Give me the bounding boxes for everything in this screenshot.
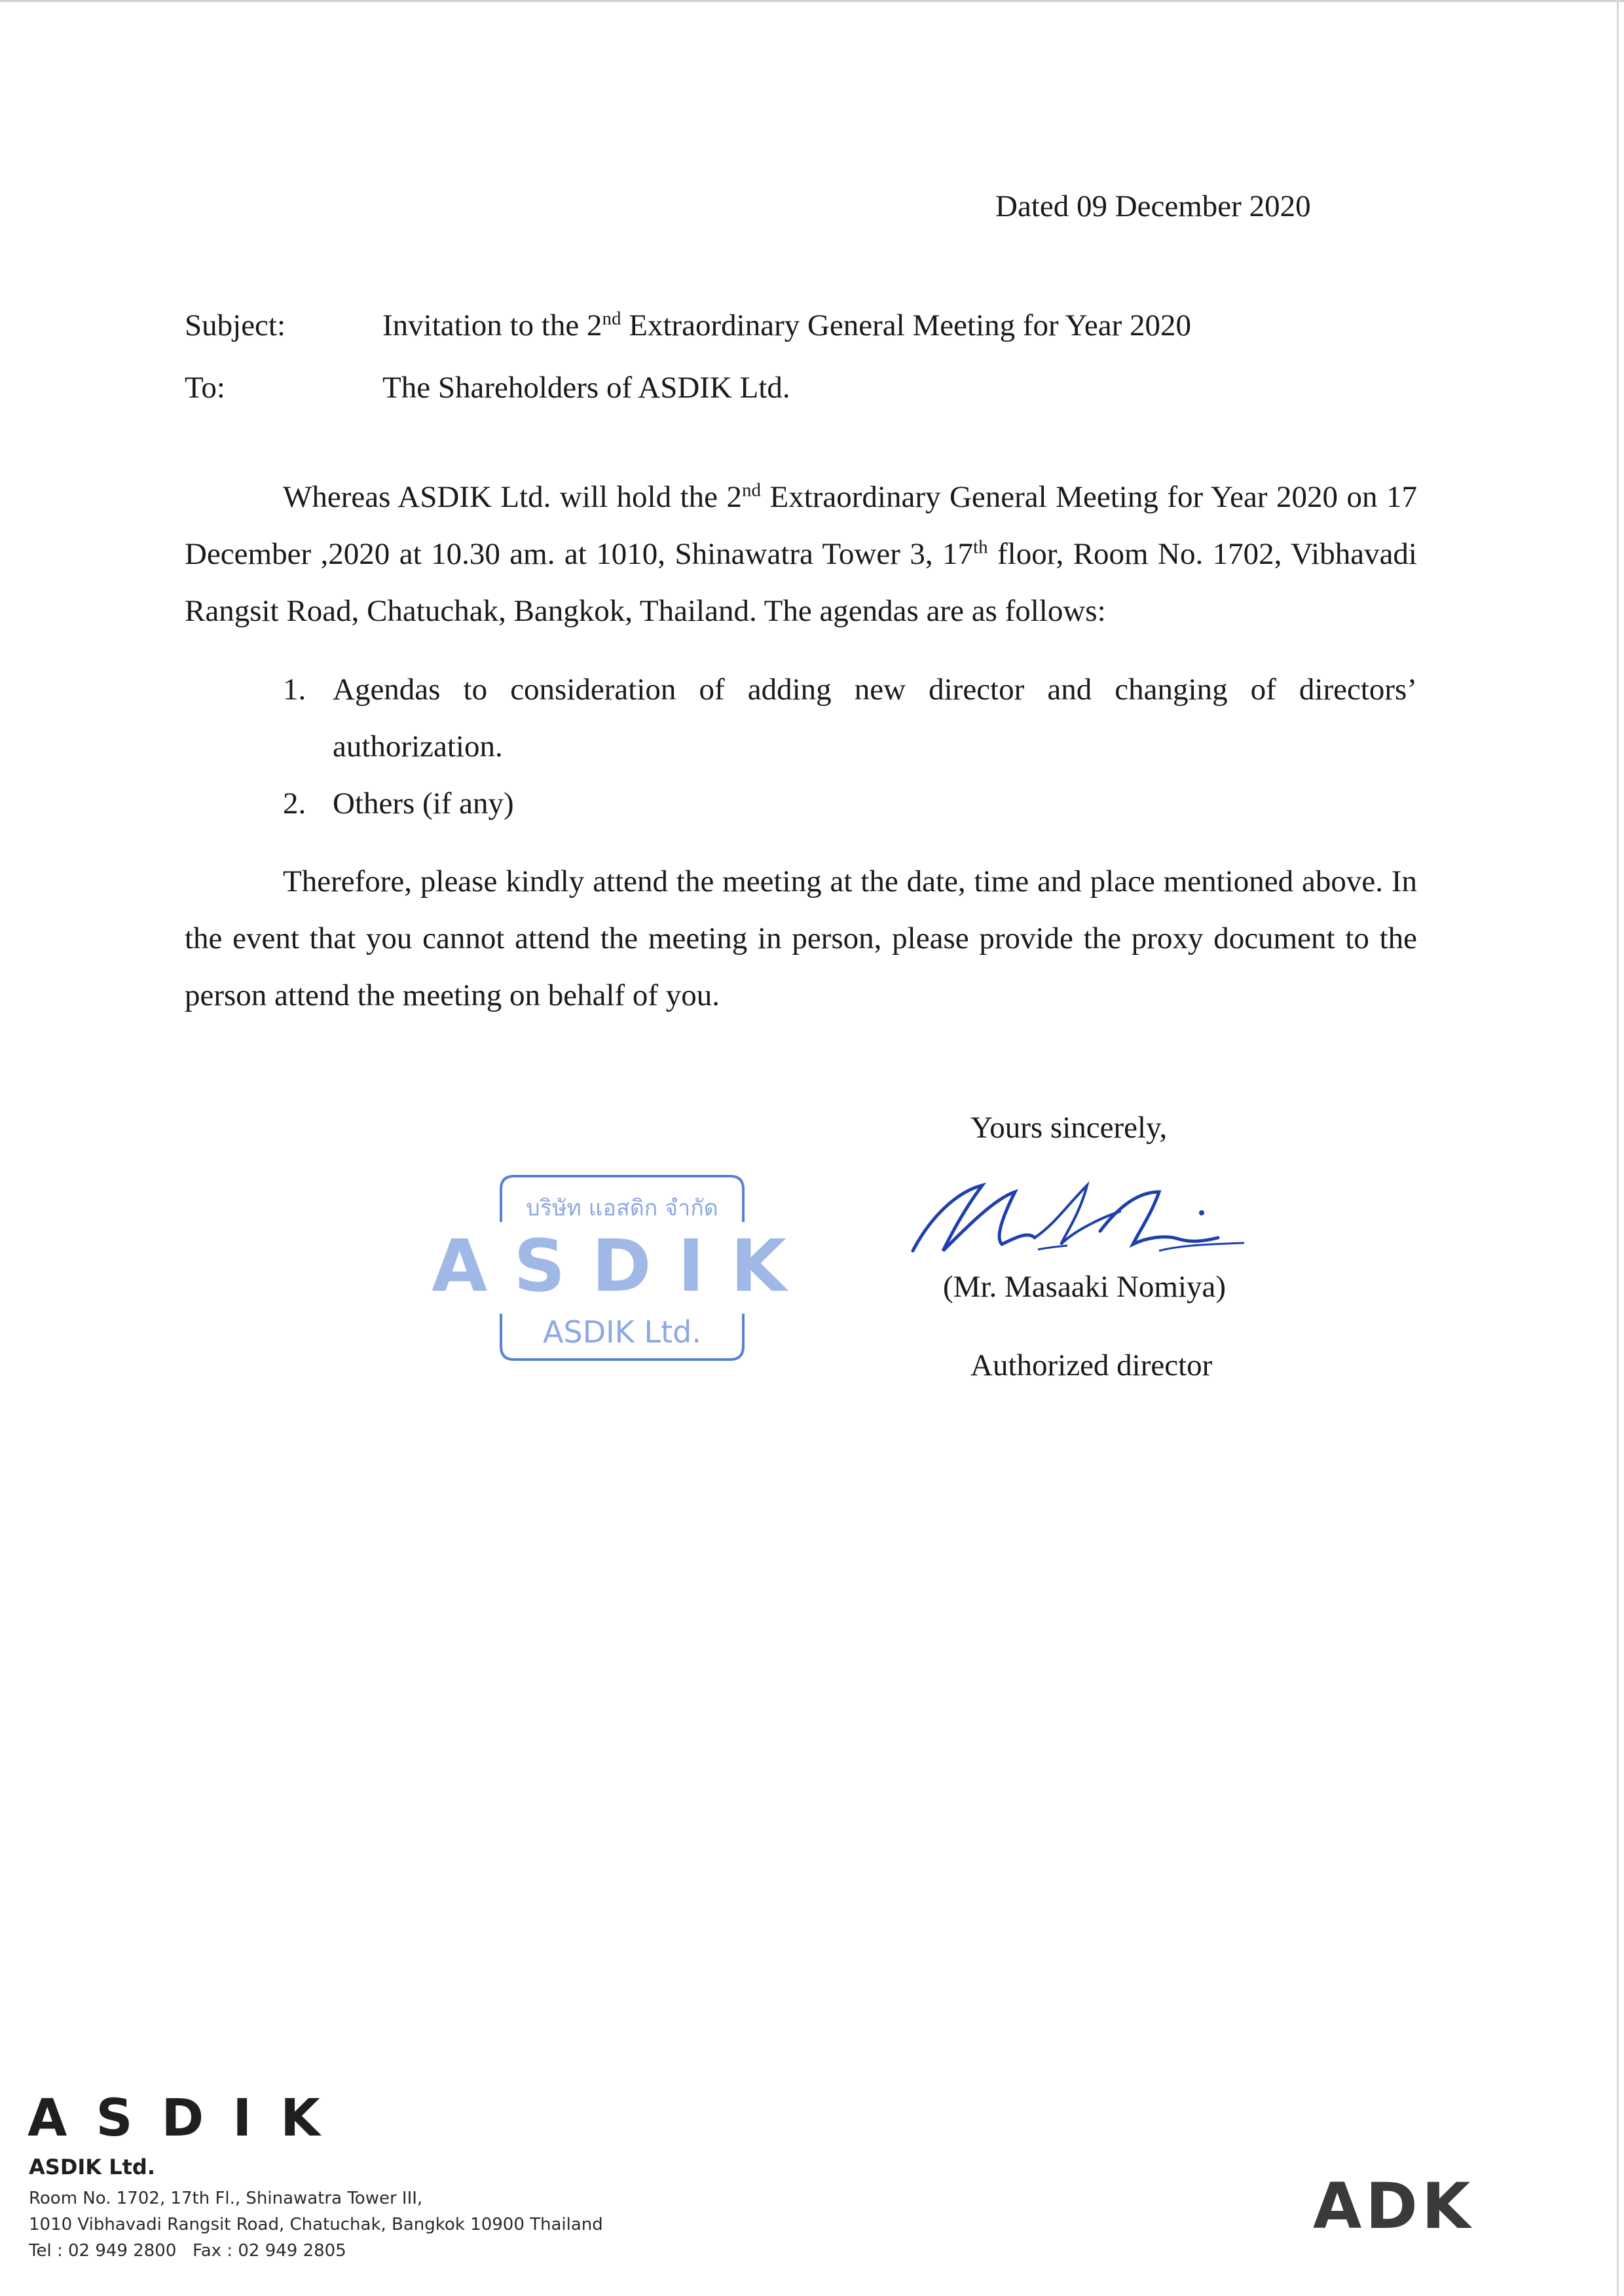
intro-text-b: Extraordinary General Meeting for Year 2020 on 17 December ,2020 at 10.30 am. at 1010, Shinawatra Tower 3, 17 <box>185 480 1417 571</box>
to-row <box>185 370 790 405</box>
handwritten-signature <box>904 1166 1257 1270</box>
scan-edge-top <box>0 0 1624 2</box>
footer-contact: Tel : 02 949 2800 Fax : 02 949 2805 <box>29 2241 346 2261</box>
closing-salutation: Yours sincerely, <box>970 1111 1168 1145</box>
paragraph-request <box>185 853 1417 1024</box>
footer-address-line-1: Room No. 1702, 17th Fl., Shinawatra Tower III, <box>29 2189 423 2208</box>
intro-sup-b: th <box>973 536 988 558</box>
scan-edge-right <box>1617 0 1619 2296</box>
intro-text-a: Whereas ASDIK Ltd. will hold the 2 <box>283 480 742 514</box>
company-stamp <box>432 1170 813 1366</box>
intro-text-c: floor, Room No. 1702, Vibhavadi Rangsit Road, Chatuchak, Bangkok, Thailand. The agendas are as follows: <box>185 537 1417 628</box>
stamp-sub-text: ASDIK Ltd. <box>543 1314 701 1350</box>
agenda-item <box>283 661 1417 775</box>
subject-sup: nd <box>602 308 621 329</box>
signer-title: Authorized director <box>970 1348 1213 1382</box>
stamp-name-text: ASDIK <box>432 1224 813 1308</box>
subject-text-post: Extraordinary General Meeting for Year 2020 <box>621 308 1192 343</box>
agenda-item <box>283 775 1417 832</box>
agenda-text: Agendas to consideration of adding new director and changing of directors’ authorization. <box>333 673 1417 764</box>
to-value: The Shareholders of ASDIK Ltd. <box>382 371 790 405</box>
subject-row <box>185 308 1191 343</box>
footer-company-name: ASDIK Ltd. <box>29 2155 155 2179</box>
subject-label: Subject: <box>185 308 286 343</box>
subject-value <box>382 308 1191 343</box>
request-text: Therefore, please kindly attend the meeting at the date, time and place mentioned above. In the event that you cannot attend the meeting in person, please provide the proxy document to the person attend the meeting on behalf of you. <box>185 864 1417 1012</box>
letter-date: Dated 09 December 2020 <box>995 189 1311 223</box>
adk-logo <box>1313 2170 1546 2243</box>
footer-address-line-2: 1010 Vibhavadi Rangsit Road, Chatuchak, Bangkok 10900 Thailand <box>29 2215 603 2234</box>
adk-logo-text: ADK <box>1313 2170 1475 2243</box>
signer-name: (Mr. Masaaki Nomiya) <box>943 1270 1227 1304</box>
subject-text-pre: Invitation to the 2 <box>382 308 602 343</box>
paragraph-intro <box>185 469 1417 640</box>
footer-asdik-logo: ASDIK <box>28 2089 349 2148</box>
stamp-thai-text: บริษัท แอสดิก จำกัด <box>526 1195 718 1221</box>
agenda-list <box>283 661 1417 832</box>
agenda-text: Others (if any) <box>333 787 514 821</box>
agenda-number: 1. <box>283 673 306 707</box>
to-label: To: <box>185 371 225 405</box>
intro-sup-a: nd <box>742 479 761 501</box>
agenda-number: 2. <box>283 787 306 821</box>
